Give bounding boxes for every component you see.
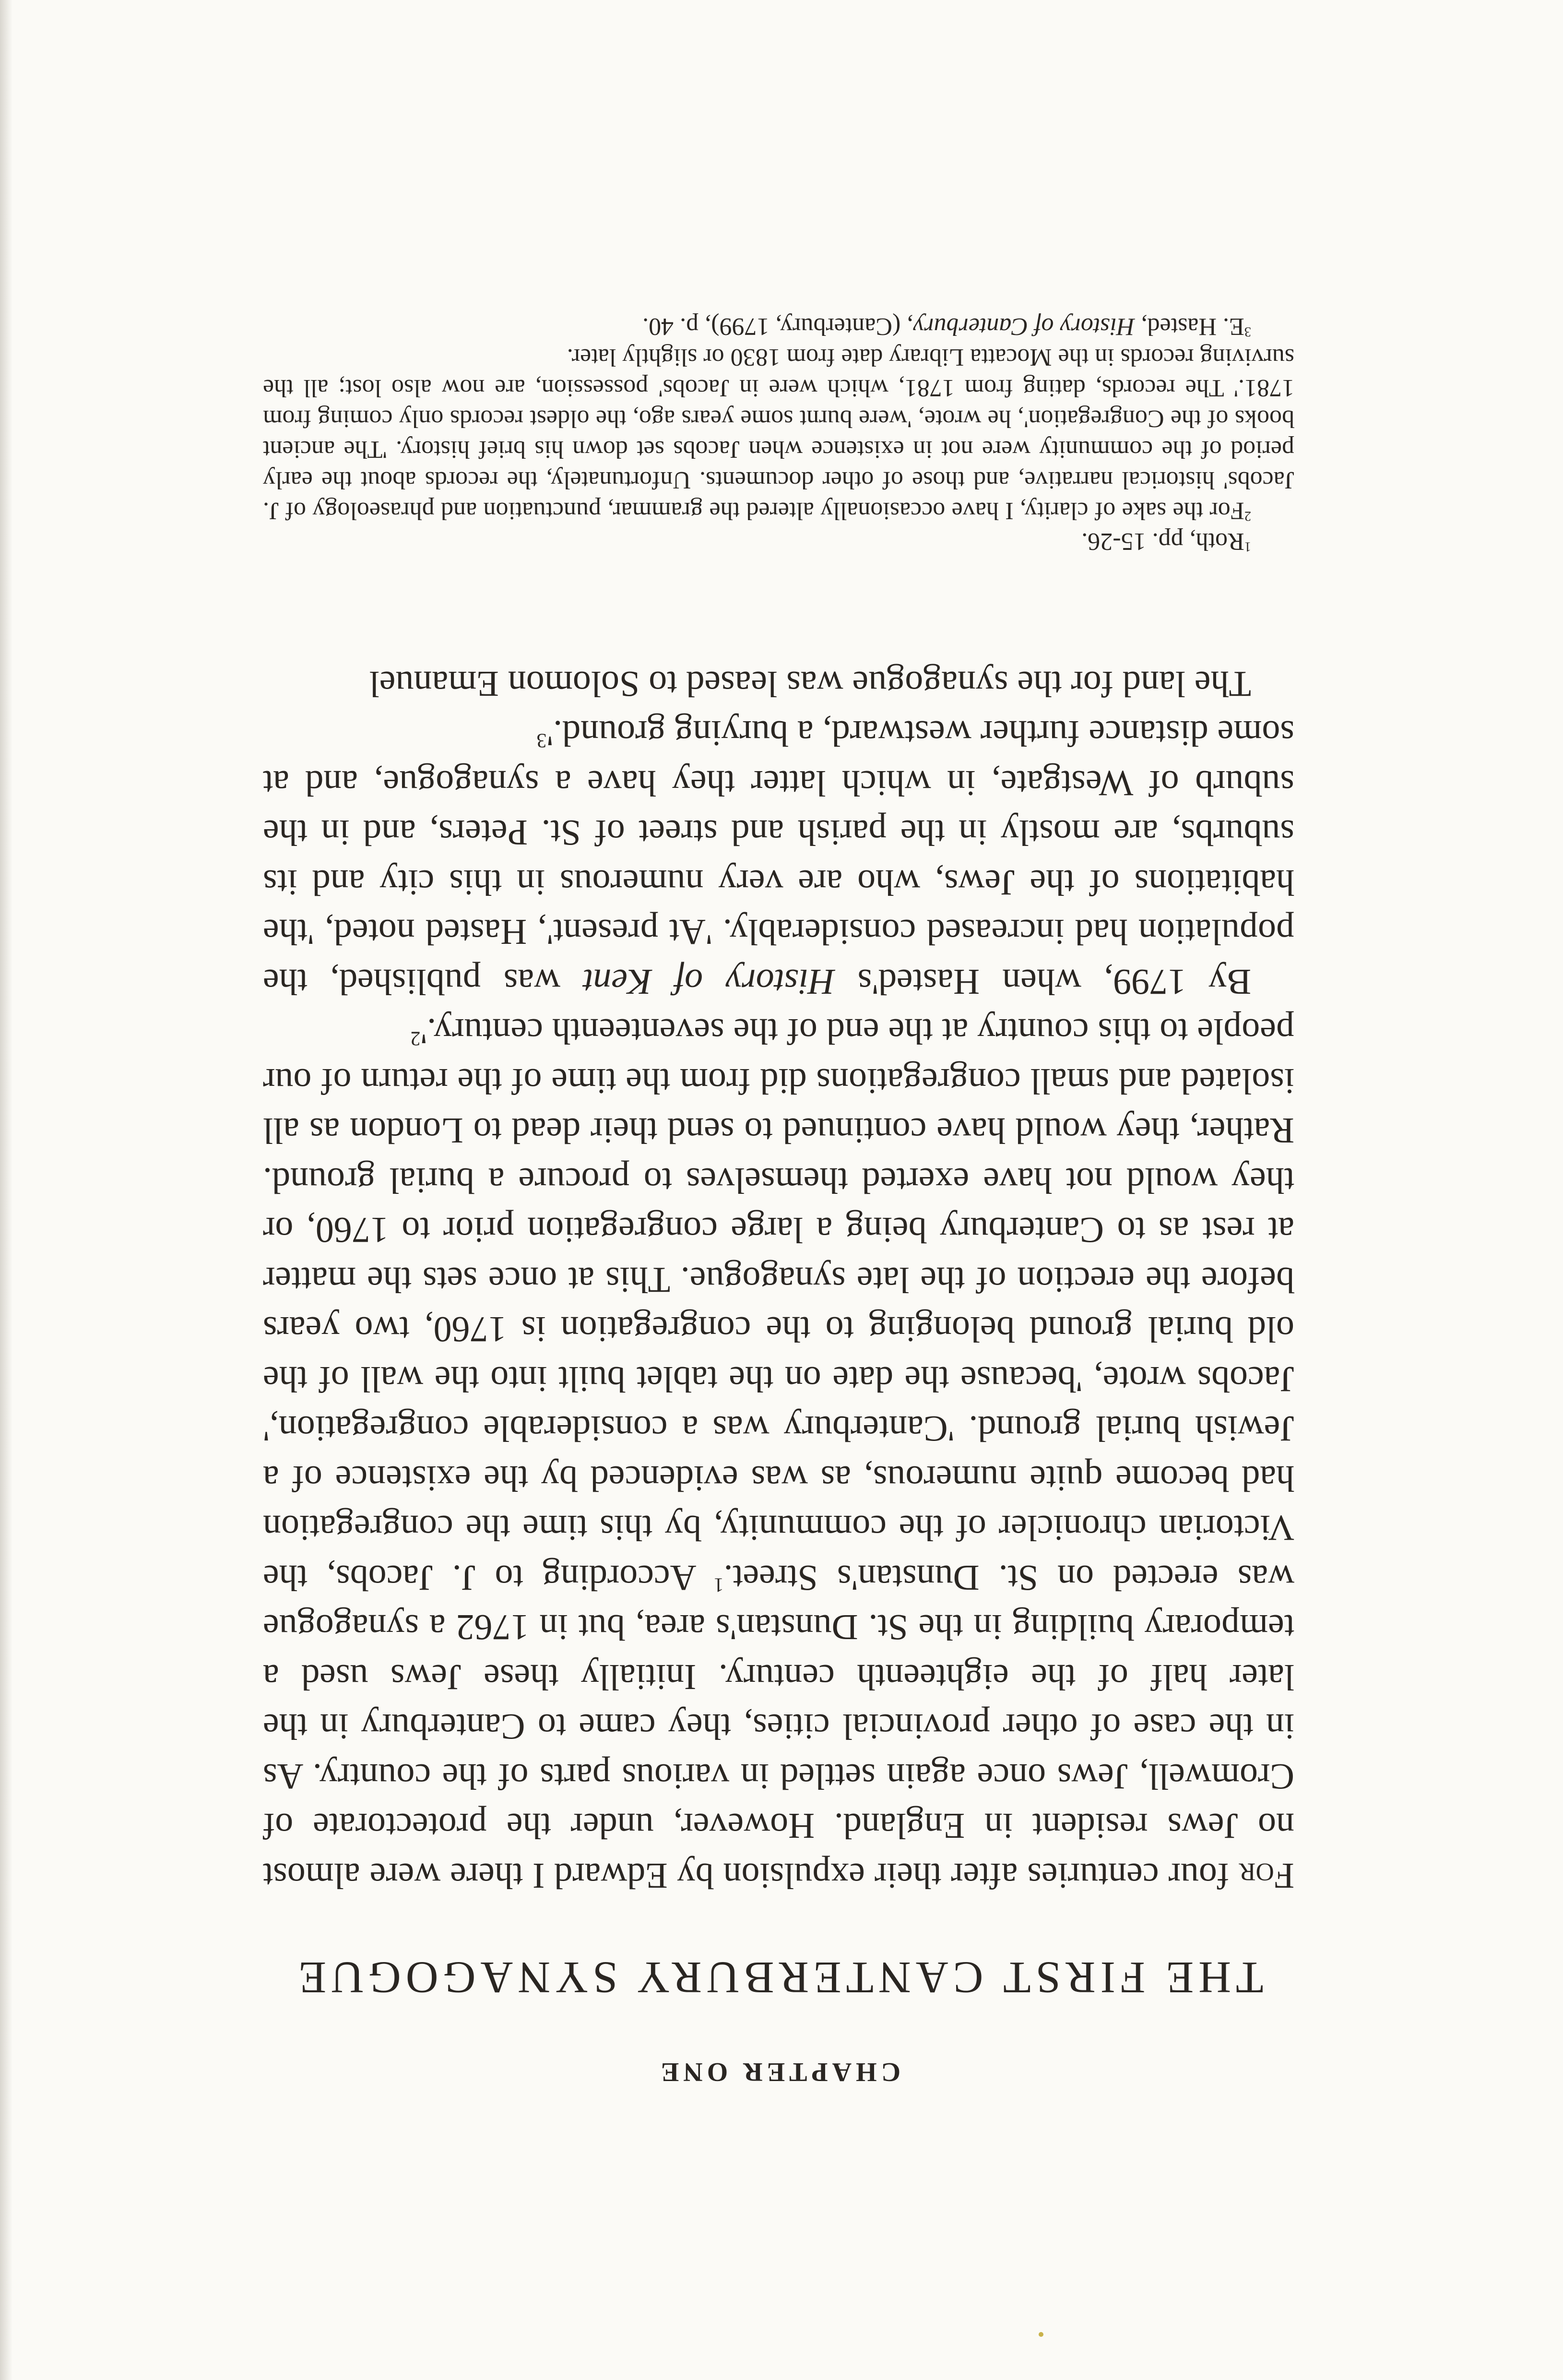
paragraph-2-italic-title: History of Kent (583, 962, 835, 1002)
paragraph-1-text-a: four centuries after their expulsion by Edward I there were almost no Jews resident in England. However, under the protectorate of Cromwell, Jews once again settled in various parts of the country. As in the case of other provincial cities, they came to Canterbury in the later half of the eighteenth century. Initially these Jews used a temporary building in the St. Dunstan's area, but in 1762 a synagogue was erected on St. Dunstan's Street. (263, 1558, 1294, 1896)
chapter-label: CHAPTER ONE (656, 2057, 901, 2087)
paragraph-2-text-a: By 1799, when Hasted's (835, 962, 1251, 1002)
chapter-title: THE FIRST CANTERBURY SYNAGOGUE (294, 1952, 1264, 2002)
footnote-1 (263, 526, 1294, 557)
paper-speck (1039, 2332, 1043, 2337)
page-edge-shadow (0, 0, 12, 2380)
footnote-3-text-a: E. Hasted, (1135, 313, 1244, 340)
paragraph-1-text-b: According to J. Jacobs, the Victorian chronicler of the community, by this time the congregation had become quite numerous, as was evidenced by the existence of a Jewish burial ground. 'Canterbury was a considerable congregation,' Jacobs wrote, 'because the date on the tablet built into the wall of the old burial ground belonging to the congregation is 1760, two years before the erection of the late synagogue. This at once sets the matter at rest as to Canterbury being a large congregation prior to 1760, or they would not have exerted themselves to procure a burial ground. Rather, they would have continued to send their dead to London as all isolated and small congregations did from the time of the return of our people to this country at the end of the seventeenth century.' (263, 1011, 1294, 1598)
footnote-2-text: For the sake of clarity, I have occasionally altered the grammar, punctuation and phraseology of J. Jacobs' historical narrative, and those of other documents. Unfortunately, the records about the early period of the community were not in existence when Jacobs set down his brief history. 'The ancient books of the Congregation', he wrote, 'were burnt some years ago, the oldest records only coming from 1781.' The records, dating from 1781, which were in Jacobs' possession, are now also lost; all the surviving records in the Mocatta Library date from 1830 or slightly later. (263, 344, 1294, 524)
body-text (263, 659, 1294, 1901)
footnote-3-text-b: , (Canterbury, 1799), p. 40. (642, 313, 913, 340)
paragraph-1 (263, 1006, 1294, 1900)
footnote-2-mark: 2 (1244, 508, 1251, 524)
footnote-1-text: Roth, pp. 15-26. (1081, 528, 1244, 555)
paragraph-1-lead: For (1239, 1856, 1294, 1896)
footnote-1-mark: 1 (1244, 539, 1251, 554)
footnotes (263, 311, 1294, 557)
paragraph-2 (263, 708, 1294, 1006)
footnote-3-italic-title: History of Canterbury (913, 313, 1135, 340)
paragraph-2-text-b: was published, the population had increased considerably. 'At present', Hasted noted, 'the habitations of the Jews, who are very numerous in this city and its suburbs, are mostly in the parish and street of St. Peters, and in the suburb of Westgate, in which latter they have a synagogue, and at some distance further westward, a burying ground.' (262, 713, 1294, 1002)
footnote-ref-3: 3 (536, 729, 547, 751)
paragraph-3: The land for the synagogue was leased to Solomon Emanuel (369, 664, 1251, 704)
footnote-3 (263, 311, 1294, 342)
footnote-3-mark: 3 (1244, 324, 1251, 339)
footnote-ref-1: 1 (713, 1573, 724, 1596)
footnote-2 (263, 342, 1294, 526)
footnote-ref-2: 2 (410, 1027, 421, 1049)
